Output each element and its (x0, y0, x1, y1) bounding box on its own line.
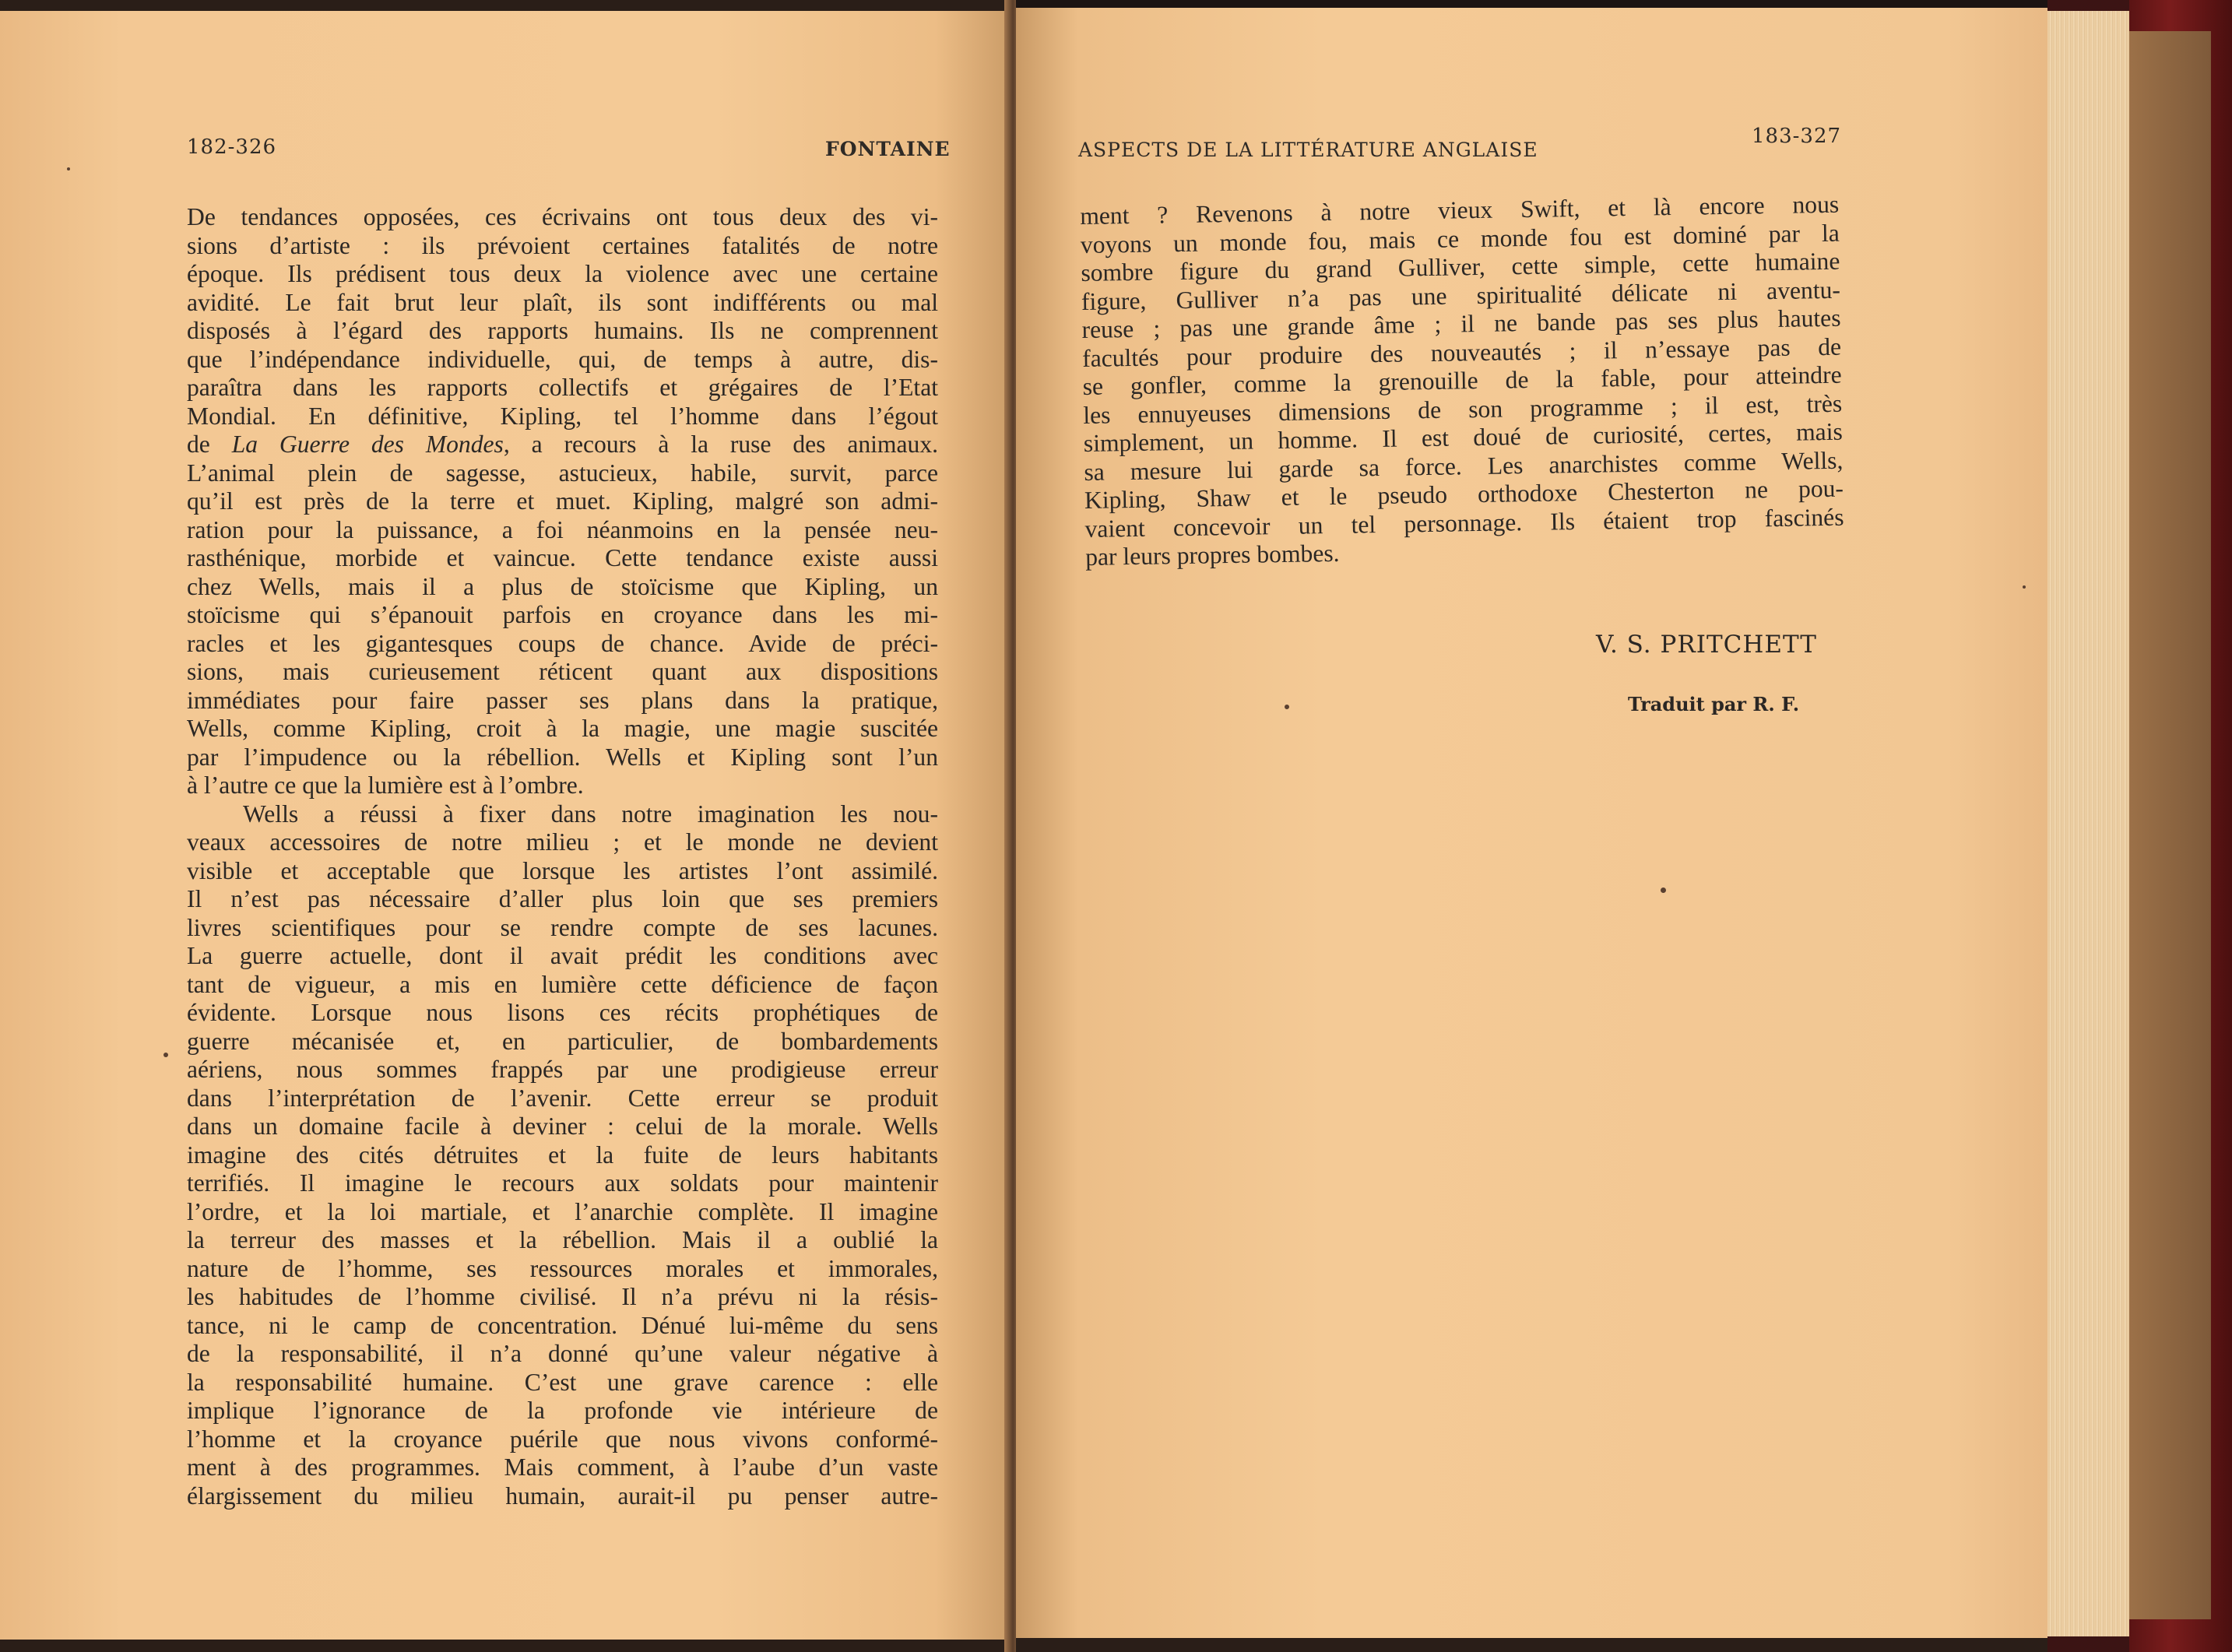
right-page (1016, 0, 2051, 1652)
right-body-text (1080, 191, 1844, 572)
text-line: sions d’artiste : ils prévoient certaines fatalités de notre (187, 231, 938, 259)
text-line: reuse ; pas une grande âme ; il ne bande pas ses plus hautes (1081, 304, 1841, 343)
text-line: époque. Ils prédisent tous deux la violence avec une certaine (187, 260, 938, 287)
page-edges (2047, 0, 2129, 1652)
text-line: qu’il est près de la terre et muet. Kipling, malgré son admi- (187, 487, 938, 515)
text-line: élargissement du milieu humain, aurait-il pu penser autre- (187, 1482, 938, 1510)
text-line: figure, Gulliver n’a pas une spiritualité délicate ni aventu- (1081, 276, 1841, 315)
text-line: De tendances opposées, ces écrivains ont tous deux des vi- (187, 203, 938, 230)
left-page-number: 182-326 (187, 135, 277, 159)
text-line: sombre figure du grand Gulliver, cette simple, cette humaine (1081, 247, 1840, 286)
text-line: chez Wells, mais il a plus de stoïcisme que Kipling, un (187, 572, 938, 600)
text-line: sions, mais curieusement réticent quant aux dispositions (187, 658, 938, 685)
text-line: ment ? Revenons à notre vieux Swift, et là encore nous (1080, 190, 1840, 230)
author-signature: V. S. PRITCHETT (1596, 631, 1817, 659)
text-line: dans un domaine facile à deviner : celui de la morale. Wells (187, 1112, 938, 1140)
book-cover-inner (2129, 31, 2211, 1619)
text-line: disposés à l’égard des rapports humains. Ils ne comprennent (187, 317, 938, 344)
text-line: par leurs propres bombes. (1084, 539, 1340, 571)
right-running-head: ASPECTS DE LA LITTÉRATURE ANGLAISE (1078, 139, 1538, 161)
text-line: Wells a réussi à fixer dans notre imagination les nou- (243, 800, 938, 828)
paper-speck (2023, 585, 2026, 589)
text-line: la responsabilité humaine. C’est une grave carence : elle (187, 1368, 938, 1396)
text-line: imagine des cités détruites et la fuite de leurs habitants (187, 1141, 938, 1169)
paper-speck (1285, 705, 1289, 709)
text-line: ration pour la puissance, a foi néanmoins en la pensée neu- (187, 515, 938, 543)
text-line: La guerre actuelle, dont il avait prédit les conditions avec (187, 942, 938, 969)
text-line: par l’impudence ou la rébellion. Wells et Kipling sont l’un (187, 743, 938, 771)
text-line: terrifiés. Il imagine le recours aux soldats pour maintenir (187, 1169, 938, 1197)
text-line: sa mesure lui garde sa force. Les anarchistes comme Wells, (1084, 446, 1844, 486)
text-line: de la responsabilité, il n’a donné qu’une valeur négative à (187, 1340, 938, 1367)
paper-speck (1661, 888, 1666, 893)
text-line: veaux accessoires de notre milieu ; et le monde ne devient (187, 828, 938, 856)
text-line: stoïcisme qui s’épanouit parfois en croyance dans les mi- (187, 601, 938, 628)
left-running-head: FONTAINE (825, 138, 951, 160)
text-line: Kipling, Shaw et le pseudo orthodoxe Chesterton ne pou- (1084, 474, 1844, 514)
text-line: livres scientifiques pour se rendre compte de ses lacunes. (187, 913, 938, 941)
text-line: l’ordre, et la loi martiale, et l’anarchie complète. Il imagine (187, 1197, 938, 1225)
text-line: simplement, un homme. Il est doué de curiosité, certes, mais (1083, 417, 1844, 457)
left-page (0, 0, 1016, 1652)
text-line: ment à des programmes. Mais comment, à l’aube d’un vaste (187, 1453, 938, 1481)
text-line: avidité. Le fait brut leur plaît, ils sont indifférents ou mal (187, 288, 938, 316)
translator-credit: Traduit par R. F. (1628, 693, 1800, 715)
paper-speck (163, 1053, 168, 1057)
text-line: la terreur des masses et la rébellion. Mais il a oublié la (187, 1226, 938, 1253)
text-line: immédiates pour faire passer ses plans dans la pratique, (187, 686, 938, 714)
text-line: aériens, nous sommes frappés par une prodigieuse erreur (187, 1056, 938, 1083)
left-body-text (187, 203, 938, 1510)
text-line: L’animal plein de sagesse, astucieux, habile, survit, parce (187, 459, 938, 487)
text-line: guerre mécanisée et, en particulier, de bombardements (187, 1027, 938, 1055)
text-line: paraîtra dans les rapports collectifs et grégaires de l’Etat (187, 374, 938, 401)
text-line: dans l’interprétation de l’avenir. Cette erreur se produit (187, 1084, 938, 1112)
paper-speck (67, 167, 70, 170)
text-line: Mondial. En définitive, Kipling, tel l’homme dans l’égout (187, 402, 938, 430)
text-line: implique l’ignorance de la profonde vie intérieure de (187, 1397, 938, 1424)
text-line: vaient concevoir un tel personnage. Ils étaient trop fascinés (1084, 503, 1844, 543)
text-line: visible et acceptable que lorsque les artistes l’ont assimilé. (187, 856, 938, 884)
text-line: que l’indépendance individuelle, qui, de temps à autre, dis- (187, 345, 938, 373)
text-line: nature de l’homme, ses ressources morales et immorales, (187, 1254, 938, 1282)
text-line: se gonfler, comme la grenouille de la fable, pour atteindre (1082, 360, 1842, 400)
text-line: de La Guerre des Mondes, a recours à la ruse des animaux. (187, 431, 939, 458)
text-line: tant de vigueur, a mis en lumière cette déficience de façon (187, 970, 938, 998)
text-line: tance, ni le camp de concentration. Dénué lui-même du sens (187, 1311, 938, 1339)
text-line: rasthénique, morbide et vaincue. Cette tendance existe aussi (187, 544, 938, 571)
book-title-italic: La Guerre des Mondes (231, 431, 504, 458)
text-line: Il n’est pas nécessaire d’aller plus loin que ses premiers (187, 885, 938, 912)
text-line: Wells, comme Kipling, croit à la magie, une magie suscitée (187, 715, 938, 742)
text-line: racles et les gigantesques coups de chance. Avide de préci- (187, 629, 938, 657)
text-line: les ennuyeuses dimensions de son programme ; il est, très (1083, 389, 1843, 429)
text-line: l’homme et la croyance puérile que nous vivons conformé- (187, 1425, 938, 1453)
right-page-number: 183-327 (1752, 125, 1842, 148)
text-line: facultés pour produire des nouveautés ; il n’essaye pas de (1081, 332, 1842, 372)
text-line: évidente. Lorsque nous lisons ces récits prophétiques de (187, 999, 938, 1026)
text-line: à l’autre ce que la lumière est à l’ombre. (187, 772, 584, 799)
text-line: voyons un monde fou, mais ce monde fou est dominé par la (1080, 219, 1840, 258)
text-line: les habitudes de l’homme civilisé. Il n’a prévu ni la résis- (187, 1283, 938, 1310)
